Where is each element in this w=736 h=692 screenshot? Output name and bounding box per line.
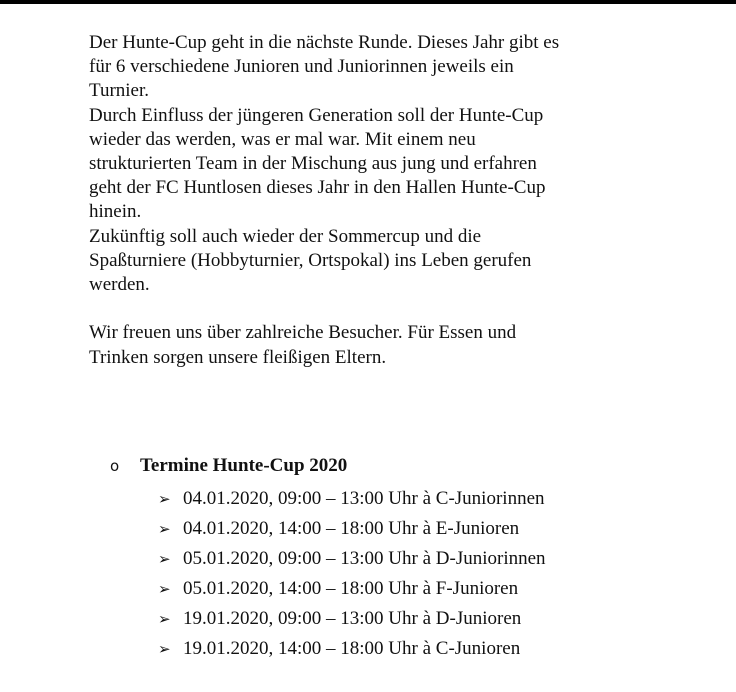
text-line: hinein.: [89, 201, 142, 223]
arrow-bullet-icon: ➢: [158, 640, 171, 658]
arrow-bullet-icon: ➢: [158, 550, 171, 568]
list-item: [158, 544, 546, 574]
date-entry: 19.01.2020, 09:00 – 13:00 Uhr à D-Junioren: [183, 608, 522, 629]
list-item: [158, 574, 546, 604]
arrow-bullet-icon: ➢: [158, 610, 171, 628]
date-entry: 04.01.2020, 14:00 – 18:00 Uhr à E-Junioren: [183, 518, 520, 539]
list-item: [158, 604, 546, 634]
intro-paragraph: [89, 31, 689, 297]
arrow-bullet-icon: ➢: [158, 520, 171, 538]
arrow-bullet-icon: ➢: [158, 490, 171, 508]
termine-heading: [110, 454, 546, 478]
circle-bullet-icon: o: [110, 457, 120, 475]
paragraph-spacer: [89, 297, 689, 321]
text-line: Durch Einfluss der jüngeren Generation soll der Hunte-Cup: [89, 104, 544, 126]
text-line: werden.: [89, 274, 150, 296]
text-line: Spaßturniere (Hobbyturnier, Ortspokal) ins Leben gerufen: [89, 249, 532, 271]
date-list: [110, 484, 546, 664]
date-entry: 19.01.2020, 14:00 – 18:00 Uhr à C-Junioren: [183, 638, 521, 659]
text-line: Turnier.: [89, 80, 150, 102]
text-line: geht der FC Huntlosen dieses Jahr in den Hallen Hunte-Cup: [89, 177, 546, 199]
arrow-bullet-icon: ➢: [158, 580, 171, 598]
closing-paragraph: [89, 321, 689, 369]
text-line: strukturierten Team in der Mischung aus jung und erfahren: [89, 153, 537, 175]
top-border: [0, 0, 736, 4]
text-line: Der Hunte-Cup geht in die nächste Runde. Dieses Jahr gibt es: [89, 32, 560, 53]
termine-section: [110, 454, 546, 664]
termine-title: Termine Hunte-Cup 2020: [140, 455, 348, 476]
list-item: [158, 484, 546, 514]
text-line: Zukünftig soll auch wieder der Sommercup und die: [89, 225, 482, 247]
text-line: Wir freuen uns über zahlreiche Besucher. Für Essen und: [89, 322, 517, 344]
list-item: [158, 514, 546, 544]
date-entry: 04.01.2020, 09:00 – 13:00 Uhr à C-Juniorinnen: [183, 488, 545, 509]
date-entry: 05.01.2020, 09:00 – 13:00 Uhr à D-Juniorinnen: [183, 548, 546, 569]
list-item: [158, 634, 546, 664]
date-entry: 05.01.2020, 14:00 – 18:00 Uhr à F-Junioren: [183, 578, 519, 599]
document-body: [89, 31, 689, 370]
text-line: Trinken sorgen unsere fleißigen Eltern.: [89, 346, 387, 368]
text-line: für 6 verschiedene Junioren und Juniorinnen jeweils ein: [89, 56, 514, 78]
text-line: wieder das werden, was er mal war. Mit einem neu: [89, 128, 476, 150]
